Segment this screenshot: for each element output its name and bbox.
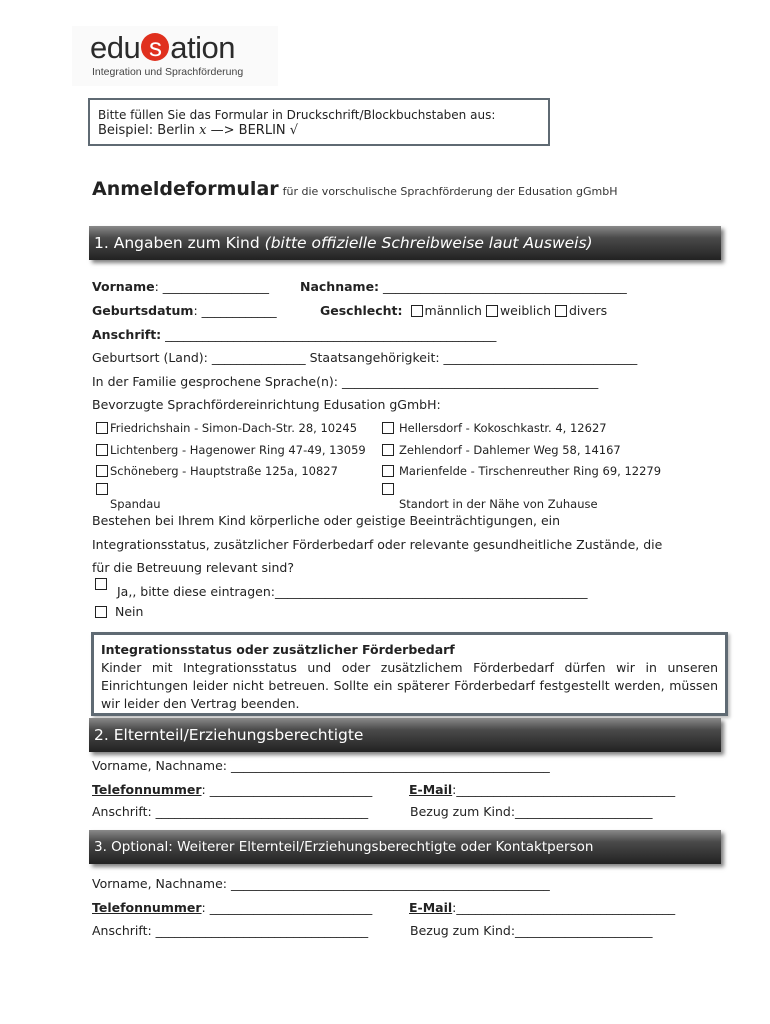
checkbox-weiblich[interactable] xyxy=(486,305,498,317)
location-hellersdorf[interactable] xyxy=(382,420,607,436)
checkbox-marienfelde[interactable] xyxy=(382,465,394,477)
bevorzugt-label: Bevorzugte Sprachfördereinrichtung Edusation gGmbH: xyxy=(92,397,441,412)
option-maennlich: männlich xyxy=(424,303,482,318)
location-label: Standort in der Nähe von Zuhause xyxy=(399,497,598,511)
question-line-2: Integrationsstatus, zusätzlicher Förderbedarf oder relevante gesundheitliche Zustände, die xyxy=(92,537,663,552)
checkbox-no[interactable] xyxy=(95,606,107,618)
section3-heading xyxy=(89,830,721,864)
geburtsdatum-label: Geburtsdatum xyxy=(92,303,194,318)
checkbox-maennlich[interactable] xyxy=(411,305,423,317)
checkbox-schoeneberg[interactable] xyxy=(96,465,108,477)
telefon-label: Telefonnummer xyxy=(92,900,202,915)
location-label: Hellersdorf - Kokoschkastr. 4, 12627 xyxy=(399,421,607,435)
anschrift-label: Anschrift: xyxy=(92,327,162,342)
info-title: Integrationsstatus oder zusätzlicher Förderbedarf xyxy=(101,642,455,657)
section1-heading xyxy=(89,226,721,260)
location-label: Zehlendorf - Dahlemer Weg 58, 14167 xyxy=(399,443,621,457)
parent2-bezug-row[interactable]: Bezug zum Kind:______________________ xyxy=(410,923,653,938)
geschlecht-row xyxy=(320,303,607,319)
parent1-bezug-row[interactable]: Bezug zum Kind:______________________ xyxy=(410,804,653,819)
telefon-field[interactable]: : __________________________ xyxy=(201,900,373,915)
form-title xyxy=(92,178,617,200)
form-title-subtitle: für die vorschulische Sprachförderung der Edusation gGmbH xyxy=(282,185,618,198)
option-divers: divers xyxy=(568,303,608,318)
info-box xyxy=(91,632,728,716)
geburtsort-row[interactable]: Geburtsort (Land): _______________ Staatsangehörigkeit: _______________________________ xyxy=(92,350,638,365)
geburtsdatum-field[interactable]: : ____________ xyxy=(193,303,277,318)
parent1-telefon-row[interactable] xyxy=(92,782,372,798)
email-label: E-Mail xyxy=(409,900,453,915)
parent2-name-row[interactable]: Vorname, Nachname: ___________________________________________________ xyxy=(92,876,550,891)
answer-no[interactable] xyxy=(95,604,143,620)
example-arrow: —> BERLIN √ xyxy=(206,123,299,138)
section1-title: 1. Angaben zum Kind xyxy=(94,234,260,252)
location-label: Friedrichshain - Simon-Dach-Str. 28, 10245 xyxy=(110,421,358,435)
nachname-field[interactable]: _______________________________________ xyxy=(379,279,627,294)
location-friedrichshain[interactable] xyxy=(96,420,357,436)
location-schoeneberg[interactable] xyxy=(96,463,338,479)
email-field[interactable]: :___________________________________ xyxy=(452,900,676,915)
parent2-email-row[interactable] xyxy=(409,900,675,916)
telefon-label: Telefonnummer xyxy=(92,782,202,797)
checkbox-spandau[interactable] xyxy=(96,483,108,495)
answer-no-label: Nein xyxy=(115,604,144,619)
geschlecht-label: Geschlecht: xyxy=(320,303,403,318)
option-weiblich: weiblich xyxy=(499,303,551,318)
instruction-line: Bitte füllen Sie das Formular in Druckschrift/Blockbuchstaben aus: xyxy=(98,108,496,122)
info-text: Kinder mit Integrationsstatus und oder zusätzlichem Förderbedarf dürfen wir in unseren Einrichtungen leider nicht betreuen. Sollte ein späterer Förderbedarf festgestellt werden, müssen wir leider den Vertrag beenden. xyxy=(101,660,718,711)
parent1-anschrift-row[interactable]: Anschrift: __________________________________ xyxy=(92,804,369,819)
location-marienfelde[interactable] xyxy=(382,463,661,479)
logo-text-pre: edu xyxy=(90,30,141,65)
section2-heading xyxy=(89,718,721,752)
checkbox-yes[interactable] xyxy=(95,578,107,590)
logo-wordmark xyxy=(90,30,235,66)
answer-yes[interactable]: Ja,, bitte diese eintragen:__________________________________________________ xyxy=(117,584,588,599)
section1-note: (bitte offizielle Schreibweise laut Ausweis) xyxy=(264,234,593,252)
location-label: Marienfelde - Tirschenreuther Ring 69, 12279 xyxy=(399,464,662,478)
email-field[interactable]: :___________________________________ xyxy=(452,782,676,797)
instruction-box xyxy=(88,98,550,146)
checkbox-friedrichshain[interactable] xyxy=(96,422,108,434)
location-label: Spandau xyxy=(110,497,161,511)
checkbox-lichtenberg[interactable] xyxy=(96,444,108,456)
question-line-1: Bestehen bei Ihrem Kind körperliche oder geistige Beeinträchtigungen, ein xyxy=(92,513,561,528)
parent2-anschrift-row[interactable]: Anschrift: __________________________________ xyxy=(92,923,369,938)
question-line-3: für die Betreuung relevant sind? xyxy=(92,560,294,575)
checkbox-hellersdorf[interactable] xyxy=(382,422,394,434)
sprache-row[interactable]: In der Familie gesprochene Sprache(n): _________________________________________ xyxy=(92,374,599,389)
location-near-home[interactable] xyxy=(382,483,598,511)
vorname-row[interactable] xyxy=(92,279,269,295)
telefon-field[interactable]: : __________________________ xyxy=(201,782,373,797)
checkbox-divers[interactable] xyxy=(555,305,567,317)
logo-text-post: ation xyxy=(170,30,235,65)
vorname-field[interactable]: : _________________ xyxy=(154,279,270,294)
vorname-label: Vorname xyxy=(92,279,155,294)
geburtsdatum-row[interactable] xyxy=(92,303,277,319)
section3-title: 3. Optional: Weiterer Elternteil/Erziehungsberechtigte oder Kontaktperson xyxy=(94,839,594,855)
logo-s-circle: s xyxy=(141,33,169,61)
parent2-telefon-row[interactable] xyxy=(92,900,372,916)
location-label: Lichtenberg - Hagenower Ring 47-49, 13059 xyxy=(110,443,366,457)
edusation-logo xyxy=(72,26,278,86)
location-zehlendorf[interactable] xyxy=(382,442,621,458)
location-spandau[interactable] xyxy=(96,483,161,511)
anschrift-row[interactable] xyxy=(92,327,496,343)
parent1-name-row[interactable]: Vorname, Nachname: ___________________________________________________ xyxy=(92,758,550,773)
checkbox-zehlendorf[interactable] xyxy=(382,444,394,456)
checkbox-near-home[interactable] xyxy=(382,483,394,495)
section2-title: 2. Elternteil/Erziehungsberechtigte xyxy=(94,726,364,744)
form-title-main: Anmeldeformular xyxy=(92,178,279,200)
email-label: E-Mail xyxy=(409,782,453,797)
logo-subtitle: Integration und Sprachförderung xyxy=(92,66,244,78)
location-lichtenberg[interactable] xyxy=(96,442,366,458)
instruction-example xyxy=(98,123,540,139)
parent1-email-row[interactable] xyxy=(409,782,675,798)
example-prefix: Beispiel: Berlin xyxy=(98,123,200,138)
anschrift-field[interactable]: _____________________________________________________ xyxy=(161,327,497,342)
nachname-row[interactable] xyxy=(300,279,627,295)
example-x: x xyxy=(199,123,207,138)
location-label: Schöneberg - Hauptstraße 125a, 10827 xyxy=(110,464,338,478)
answer-yes-checkbox[interactable] xyxy=(95,576,109,592)
nachname-label: Nachname: xyxy=(300,279,380,294)
